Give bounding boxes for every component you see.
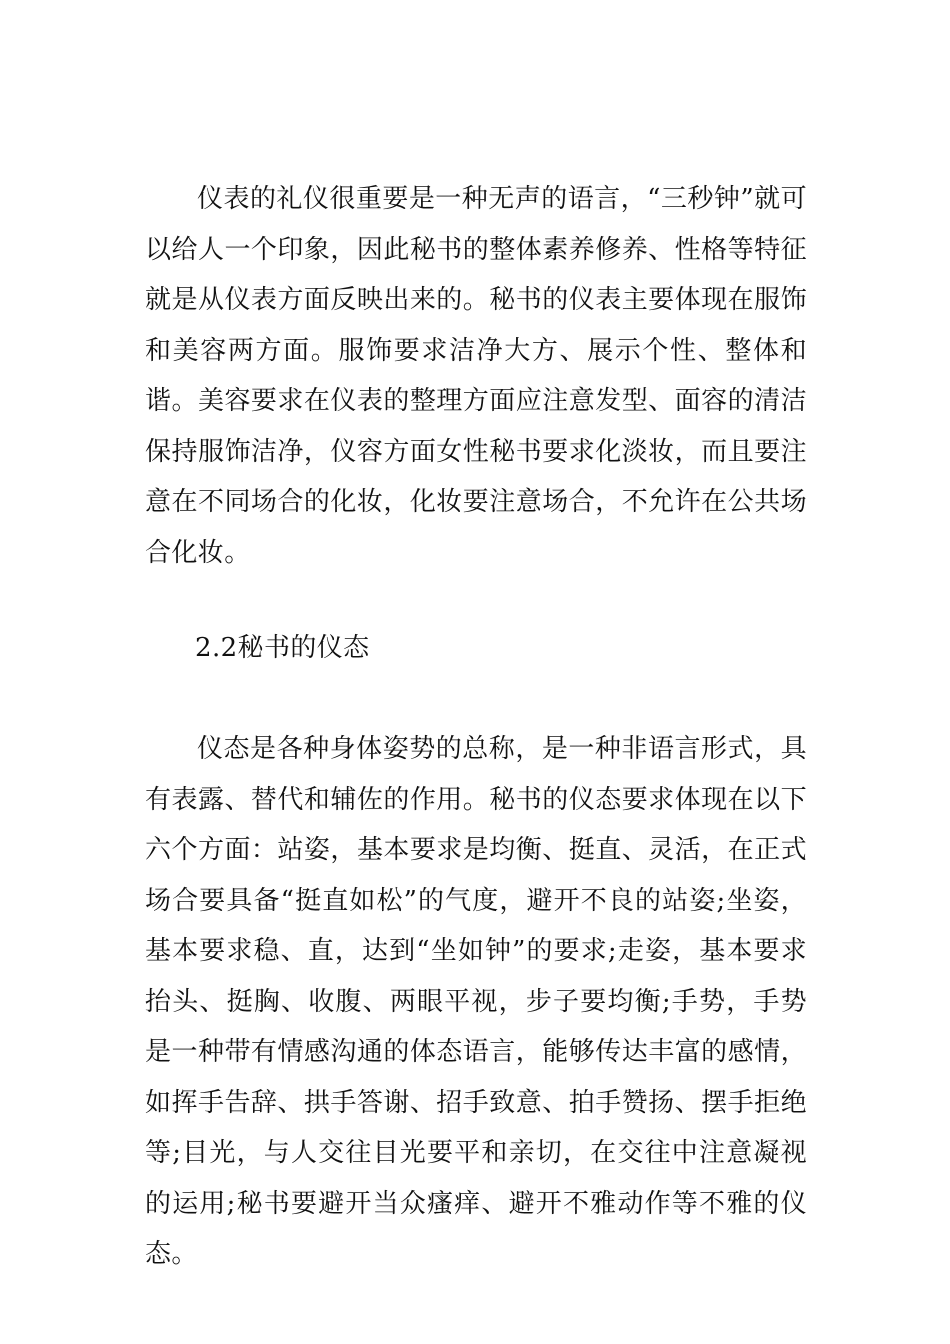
section-heading: 2.2秘书的仪态 — [195, 633, 370, 663]
paragraph-posture-etiquette: 仪态是各种身体姿势的总称，是一种非语言形式，具有表露、替代和辅佐的作用。秘书的仪态要求体现在以下六个方面：站姿，基本要求是均衡、挺直、灵活，在正式场合要具备“挺直如松”的气度，避开不良的站姿;坐姿，基本要求稳、直，达到“坐如钟”的要求;走姿，基本要求抬头、挺胸、收腹、两眼平视，步子要均衡;手势，手势是一种带有情感沟通的体态语言，能够传达丰富的感情，如挥手告辞、拱手答谢、招手致意、拍手赞扬、摆手拒绝等;目光，与人交往目光要平和亲切，在交往中注意凝视的运用;秘书要避开当众瘙痒、避开不雅动作等不雅的仪态。 — [145, 734, 807, 1269]
paragraph-appearance-etiquette: 仪表的礼仪很重要是一种无声的语言，“三秒钟”就可以给人一个印象，因此秘书的整体素养修养、性格等特征就是从仪表方面反映出来的。秘书的仪表主要体现在服饰和美容两方面。服饰要求洁净大方、展示个性、整体和谐。美容要求在仪表的整理方面应注意发型、面容的清洁保持服饰洁净，仪容方面女性秘书要求化淡妆，而且要注意在不同场合的化妆，化妆要注意场合，不允许在公共场合化妆。 — [145, 184, 807, 568]
